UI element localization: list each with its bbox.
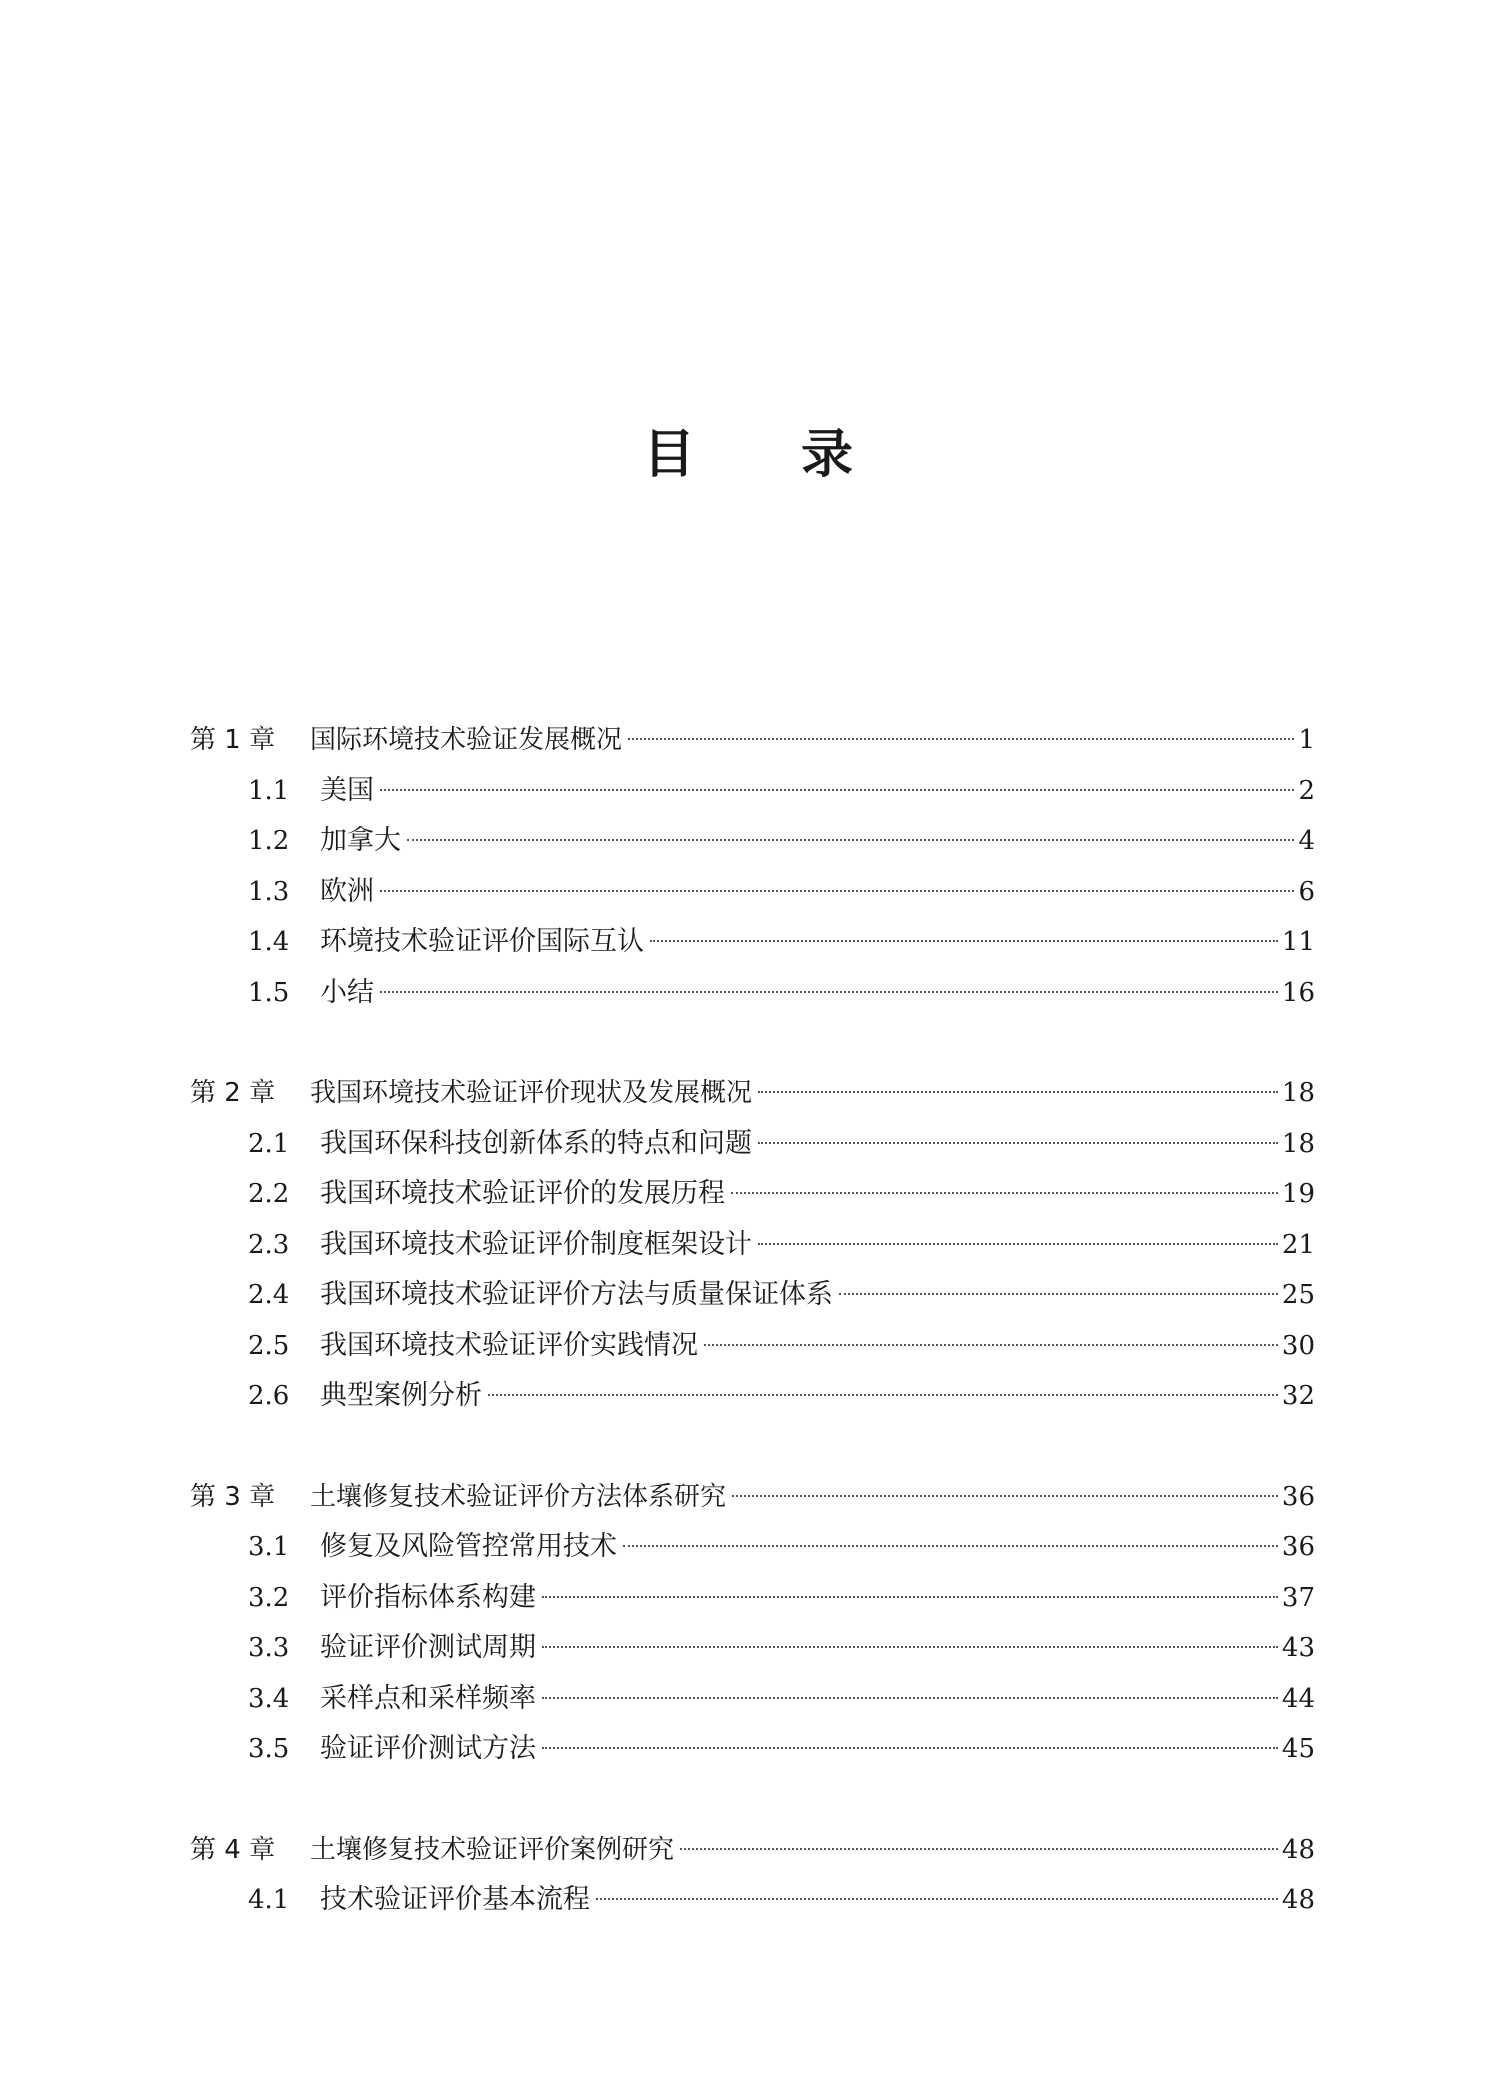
toc-section[interactable]	[190, 766, 1315, 817]
page-number: 18	[1281, 1078, 1315, 1108]
dot-leader	[380, 890, 1294, 892]
page-number: 32	[1281, 1381, 1315, 1411]
section-number: 1.1	[248, 775, 290, 806]
section-title: 我国环保科技创新体系的特点和问题	[320, 1127, 752, 1159]
toc-chapter-2	[190, 1068, 1315, 1422]
section-number: 1.4	[248, 927, 290, 957]
section-number: 1.5	[248, 977, 290, 1008]
section-number: 2.2	[248, 1179, 290, 1209]
section-number: 2.1	[248, 1128, 290, 1159]
dot-leader	[623, 1545, 1278, 1547]
section-number: 3.3	[248, 1633, 290, 1663]
page-number: 36	[1281, 1532, 1315, 1562]
section-number: 4.1	[248, 1885, 290, 1915]
section-title: 环境技术验证评价国际互认	[320, 926, 644, 957]
section-title: 美国	[320, 774, 374, 806]
section-number: 3.1	[248, 1532, 290, 1562]
toc-section[interactable]	[190, 1169, 1315, 1220]
section-title: 我国环境技术验证评价的发展历程	[320, 1178, 725, 1209]
toc-section[interactable]	[190, 968, 1315, 1019]
dot-leader	[732, 1495, 1278, 1497]
page-number: 25	[1281, 1280, 1315, 1310]
section-number: 2.4	[248, 1280, 290, 1310]
toc-section[interactable]	[190, 1321, 1315, 1372]
toc-section[interactable]	[190, 1623, 1315, 1674]
section-title: 我国环境技术验证评价实践情况	[320, 1329, 698, 1361]
chapter-title: 我国环境技术验证评价现状及发展概况	[310, 1078, 753, 1108]
toc-section[interactable]	[190, 1674, 1315, 1725]
page-number: 18	[1281, 1128, 1315, 1159]
dot-leader	[488, 1394, 1278, 1396]
page-number: 21	[1281, 1229, 1315, 1260]
dot-leader	[650, 940, 1278, 942]
toc-section[interactable]	[190, 1220, 1315, 1271]
dot-leader	[542, 1646, 1278, 1648]
dot-leader	[380, 991, 1278, 993]
toc-section[interactable]	[190, 1270, 1315, 1321]
toc-section[interactable]	[190, 816, 1315, 867]
page-number: 36	[1281, 1481, 1315, 1512]
section-title: 我国环境技术验证评价方法与质量保证体系	[320, 1279, 833, 1310]
toc-section[interactable]	[190, 1119, 1315, 1170]
section-number: 3.5	[248, 1734, 290, 1764]
page-number: 45	[1281, 1734, 1315, 1764]
dot-leader	[839, 1293, 1278, 1295]
section-number: 3.4	[248, 1683, 290, 1714]
dot-leader	[758, 1243, 1278, 1245]
toc-chapter-3	[190, 1472, 1315, 1775]
page-number: 43	[1281, 1633, 1315, 1663]
toc-section[interactable]	[190, 1522, 1315, 1573]
table-of-contents	[190, 715, 1315, 1976]
dot-leader	[542, 1697, 1278, 1699]
dot-leader	[542, 1747, 1278, 1749]
toc-section[interactable]	[190, 1371, 1315, 1422]
chapter-title: 国际环境技术验证发展概况	[310, 725, 623, 755]
toc-chapter-heading[interactable]	[190, 715, 1315, 766]
section-title: 修复及风险管控常用技术	[320, 1531, 617, 1562]
page-number: 48	[1281, 1885, 1315, 1915]
page-number: 2	[1298, 775, 1315, 806]
dot-leader	[628, 738, 1294, 740]
section-title: 欧洲	[320, 875, 374, 907]
dot-leader	[704, 1344, 1278, 1346]
toc-section[interactable]	[190, 867, 1315, 918]
dot-leader	[542, 1596, 1278, 1598]
toc-chapter-1	[190, 715, 1315, 1018]
section-title: 典型案例分析	[320, 1380, 482, 1411]
toc-chapter-heading[interactable]	[190, 1068, 1315, 1119]
section-number: 2.3	[248, 1229, 290, 1260]
toc-section[interactable]	[190, 1573, 1315, 1624]
section-number: 1.3	[248, 876, 290, 907]
page-number: 4	[1298, 826, 1315, 856]
chapter-number: 第 3 章	[190, 1481, 276, 1512]
section-number: 3.2	[248, 1582, 290, 1613]
toc-chapter-heading[interactable]	[190, 1472, 1315, 1523]
section-title: 技术验证评价基本流程	[320, 1884, 590, 1915]
page-number: 19	[1281, 1179, 1315, 1209]
toc-section[interactable]	[190, 917, 1315, 968]
dot-leader	[380, 789, 1294, 791]
chapter-number: 第 4 章	[190, 1834, 276, 1865]
toc-chapter-4	[190, 1825, 1315, 1926]
page-number: 48	[1281, 1834, 1315, 1865]
page-number: 30	[1281, 1330, 1315, 1361]
section-title: 加拿大	[320, 825, 401, 856]
dot-leader	[758, 1091, 1278, 1093]
dot-leader	[731, 1192, 1278, 1194]
toc-section[interactable]	[190, 1724, 1315, 1775]
section-number: 2.6	[248, 1381, 290, 1411]
page-number: 44	[1281, 1683, 1315, 1714]
chapter-title: 土壤修复技术验证评价案例研究	[310, 1834, 675, 1865]
page-number: 6	[1298, 876, 1315, 907]
page-title: 目 录	[642, 425, 898, 485]
page-number: 16	[1281, 977, 1315, 1008]
chapter-number: 第 2 章	[190, 1078, 276, 1108]
dot-leader	[758, 1142, 1278, 1144]
section-title: 我国环境技术验证评价制度框架设计	[320, 1228, 752, 1260]
toc-chapter-heading[interactable]	[190, 1825, 1315, 1876]
section-title: 小结	[320, 976, 374, 1008]
section-title: 验证评价测试周期	[320, 1632, 536, 1663]
toc-section[interactable]	[190, 1875, 1315, 1926]
section-title: 评价指标体系构建	[320, 1581, 536, 1613]
chapter-number: 第 1 章	[190, 725, 276, 755]
dot-leader	[407, 839, 1294, 841]
chapter-title: 土壤修复技术验证评价方法体系研究	[310, 1481, 727, 1512]
dot-leader	[596, 1898, 1278, 1900]
section-number: 2.5	[248, 1330, 290, 1361]
page-number: 11	[1281, 927, 1315, 957]
section-title: 采样点和采样频率	[320, 1682, 536, 1714]
page-number: 1	[1298, 725, 1315, 755]
page-number: 37	[1281, 1582, 1315, 1613]
dot-leader	[680, 1848, 1278, 1850]
section-title: 验证评价测试方法	[320, 1733, 536, 1764]
section-number: 1.2	[248, 826, 290, 856]
